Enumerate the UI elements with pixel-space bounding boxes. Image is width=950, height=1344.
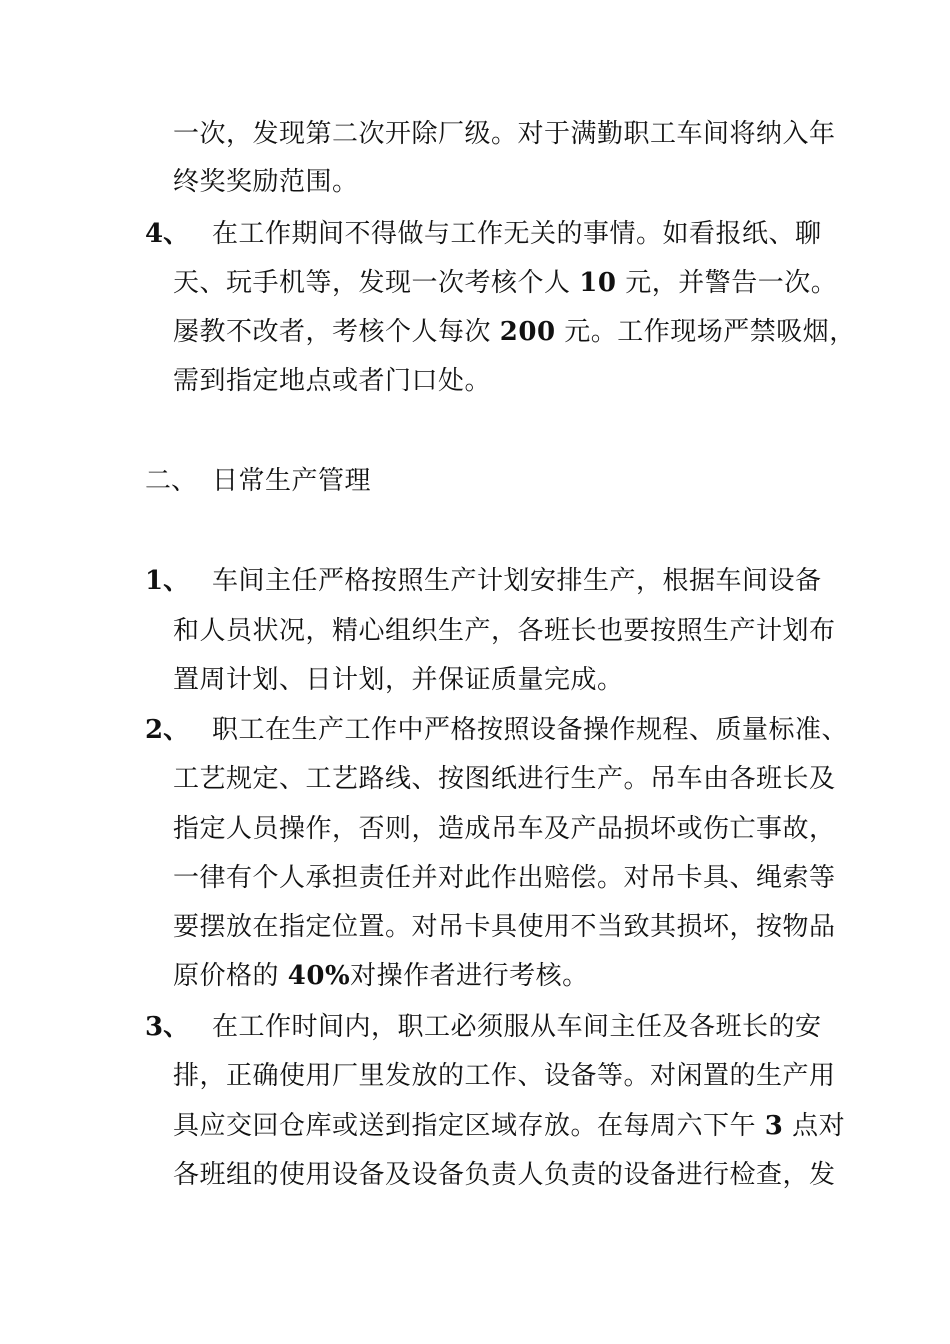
list-number: 3、 <box>145 1012 190 1042</box>
list-number: 4、 <box>145 219 190 249</box>
paragraph-line: 在工作时间内，职工必须服从车间主任及各班长的安 <box>212 1012 822 1042</box>
text-run: 天、玩手机等，发现一次考核个人 <box>173 268 580 298</box>
paragraph-line: 职工在生产工作中严格按照设备操作规程、质量标准、 <box>212 715 849 745</box>
paragraph-line <box>173 268 837 298</box>
paragraph-line: 需到指定地点或者门口处。 <box>173 366 492 396</box>
paragraph-line <box>173 961 589 991</box>
text-run: 屡教不改者，考核个人每次 <box>173 317 500 347</box>
paragraph-line: 车间主任严格按照生产计划安排生产，根据车间设备 <box>212 566 822 596</box>
section-number: 二、 <box>145 466 198 496</box>
paragraph-line: 一次，发现第二次开除厂级。对于满勤职工车间将纳入年 <box>173 119 836 149</box>
text-run: 元。工作现场严禁吸烟， <box>555 317 856 347</box>
section-title: 日常生产管理 <box>212 466 372 496</box>
amount-value: 10 <box>579 268 617 298</box>
text-run: 原价格的 <box>173 961 288 991</box>
paragraph-line: 各班组的使用设备及设备负责人负责的设备进行检查，发 <box>173 1160 836 1190</box>
list-number: 2、 <box>145 715 190 745</box>
paragraph-line: 置周计划、日计划，并保证质量完成。 <box>173 665 624 695</box>
paragraph-line: 要摆放在指定位置。对吊卡具使用不当致其损坏，按物品 <box>173 912 836 942</box>
text-run: 对操作者进行考核。 <box>350 961 589 991</box>
paragraph-line <box>173 1111 845 1141</box>
paragraph-line <box>173 317 856 347</box>
text-run: 元，并警告一次。 <box>616 268 838 298</box>
percentage-value: 40% <box>287 961 351 991</box>
amount-value: 200 <box>499 317 556 347</box>
text-run: 具应交回仓库或送到指定区域存放。在每周六下午 <box>173 1111 765 1141</box>
text-run: 点对 <box>783 1111 846 1141</box>
paragraph-line: 在工作期间不得做与工作无关的事情。如看报纸、聊 <box>212 219 822 249</box>
paragraph-line: 终奖奖励范围。 <box>173 167 359 197</box>
paragraph-line: 排，正确使用厂里发放的工作、设备等。对闲置的生产用 <box>173 1061 836 1091</box>
paragraph-line: 工艺规定、工艺路线、按图纸进行生产。吊车由各班长及 <box>173 764 836 794</box>
time-value: 3 <box>764 1111 784 1141</box>
paragraph-line: 和人员状况，精心组织生产，各班长也要按照生产计划布 <box>173 616 836 646</box>
paragraph-line: 一律有个人承担责任并对此作出赔偿。对吊卡具、绳索等 <box>173 863 836 893</box>
list-number: 1、 <box>145 566 190 596</box>
paragraph-line: 指定人员操作，否则，造成吊车及产品损坏或伤亡事故， <box>173 814 836 844</box>
